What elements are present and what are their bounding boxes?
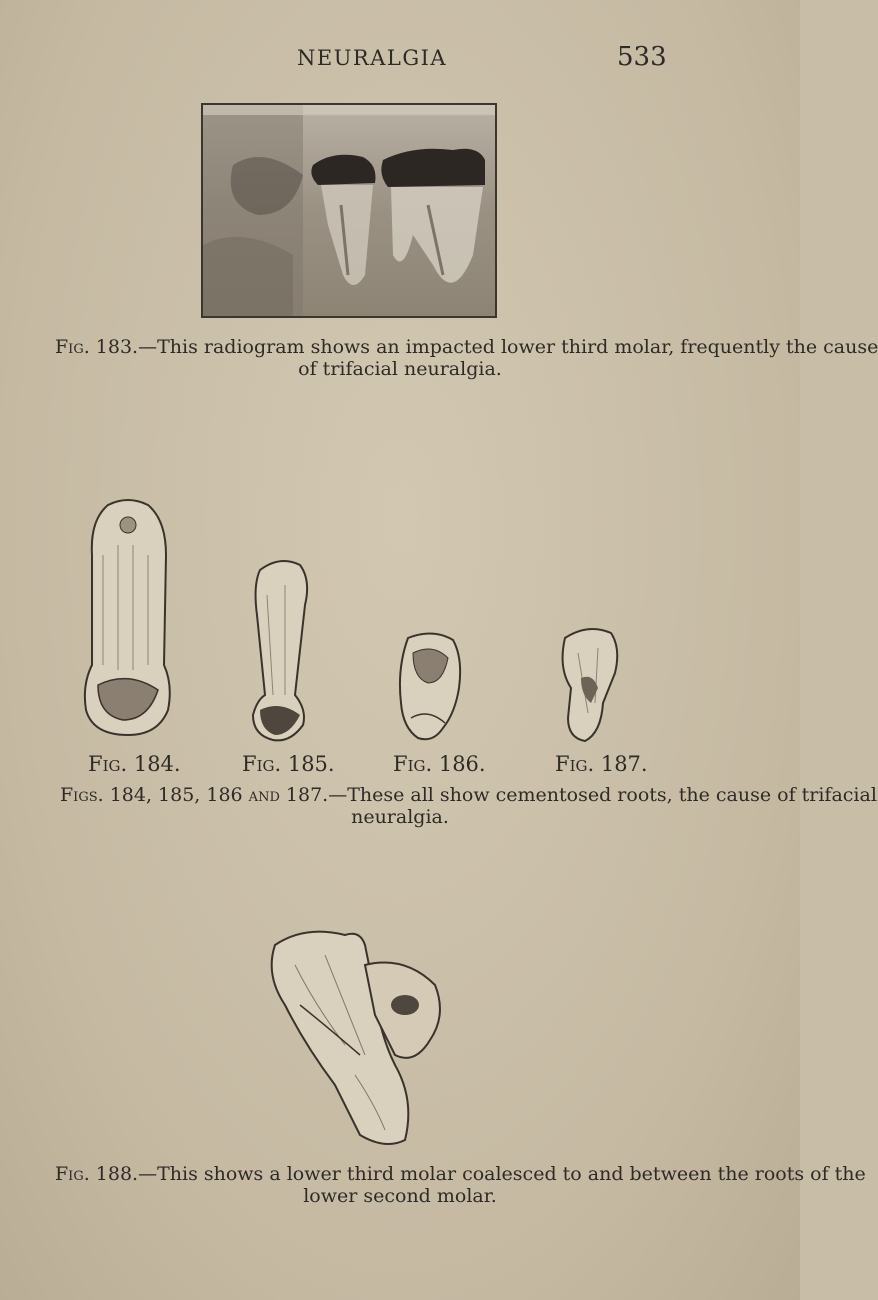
- fig-188-caption-text: —This shows a lower third molar coalesced to and between the roots of the: [138, 1163, 866, 1185]
- fig-188-caption: [55, 1163, 866, 1207]
- page-number: 533: [617, 42, 667, 72]
- fig-183-caption-text: —This radiogram shows an impacted lower third molar, frequently the cause: [138, 336, 878, 358]
- figs-184-187-caption-cont: neuralgia.: [351, 806, 449, 828]
- fig-188-caption-cont: lower second molar.: [303, 1185, 497, 1207]
- fig-183-caption-lead: Fig. 183.: [55, 336, 139, 358]
- running-title: NEURALGIA: [297, 46, 448, 70]
- radiograph-image: [203, 105, 495, 316]
- fig-187-label: Fig. 187.: [555, 752, 648, 776]
- figs-184-187-caption: [40, 784, 877, 828]
- figs-184-187-caption-text: —These all show cementosed roots, the cause of trifacial: [328, 784, 877, 806]
- fig-184-tooth-drawing: [78, 495, 176, 745]
- fig-185-tooth-drawing: [245, 555, 313, 745]
- fig-183-radiograph: [201, 103, 497, 318]
- fig-187-tooth-drawing: [553, 623, 623, 745]
- fig-185-label: Fig. 185.: [242, 752, 335, 776]
- fig-188-teeth-drawing: [265, 925, 447, 1150]
- fig-183-caption: [55, 336, 878, 380]
- fig-186-tooth-drawing: [393, 628, 465, 746]
- fig-188-caption-lead: Fig. 188.: [55, 1163, 139, 1185]
- fig-183-caption-cont: of trifacial neuralgia.: [298, 358, 502, 380]
- fig-184-label: Fig. 184.: [88, 752, 181, 776]
- figs-184-187-caption-lead: Figs. 184, 185, 186 and 187.: [60, 784, 329, 806]
- fig-186-label: Fig. 186.: [393, 752, 486, 776]
